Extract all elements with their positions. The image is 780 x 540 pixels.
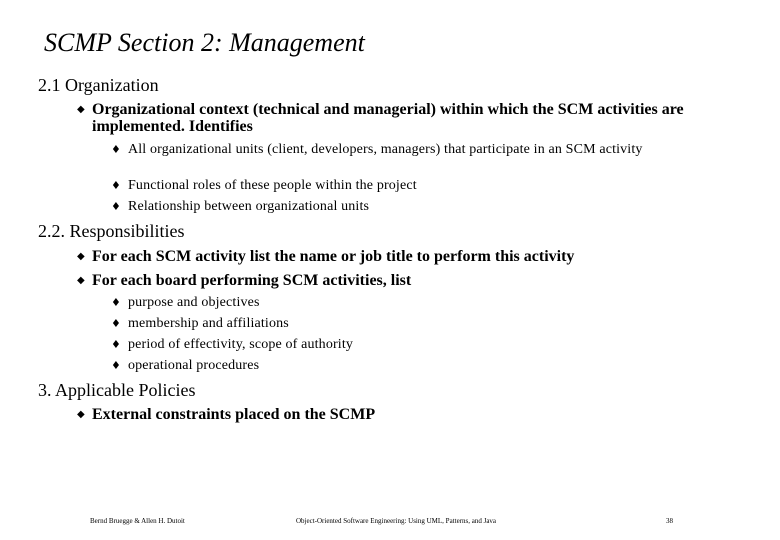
sub-bullet-item bbox=[111, 178, 728, 193]
sub-bullet-text: membership and affiliations bbox=[128, 316, 289, 331]
bullet-item bbox=[77, 272, 752, 289]
bullet-text: For each SCM activity list the name or job title to perform this activity bbox=[92, 248, 575, 265]
sub-bullet-text: period of effectivity, scope of authority bbox=[128, 337, 354, 352]
diamond-sub-bullet-icon: ♦ bbox=[111, 317, 122, 330]
bullet-text: For each board performing SCM activities, list bbox=[92, 272, 412, 289]
footer-authors: Bernd Bruegge & Allen H. Dutoit bbox=[90, 517, 185, 525]
sub-bullet-text: All organizational units (client, developers, managers) that participate in an SCM activity bbox=[128, 142, 643, 157]
sub-bullet-text: operational procedures bbox=[128, 358, 260, 373]
diamond-sub-bullet-icon: ♦ bbox=[111, 179, 122, 192]
section-heading-responsibilities: 2.2. Responsibilities bbox=[38, 221, 185, 241]
footer-page-number: 38 bbox=[666, 517, 673, 525]
bullet-text: Organizational context (technical and managerial) within which the SCM activities are implemented. Identifies bbox=[92, 101, 684, 135]
bullet-item bbox=[77, 406, 752, 423]
sub-bullet-item bbox=[111, 337, 728, 352]
sub-bullet-item bbox=[111, 295, 728, 310]
section-heading-policies: 3. Applicable Policies bbox=[38, 380, 196, 400]
diamond-sub-bullet-icon: ♦ bbox=[111, 296, 122, 309]
diamond-bullet-icon: ◆ bbox=[77, 251, 85, 262]
footer-book-title: Object-Oriented Software Engineering: Using UML, Patterns, and Java bbox=[296, 517, 497, 525]
bullet-item bbox=[77, 248, 752, 265]
diamond-sub-bullet-icon: ♦ bbox=[111, 143, 122, 156]
diamond-bullet-icon: ◆ bbox=[77, 104, 85, 115]
diamond-bullet-icon: ◆ bbox=[77, 275, 85, 286]
diamond-bullet-icon: ◆ bbox=[77, 409, 85, 420]
diamond-sub-bullet-icon: ♦ bbox=[111, 338, 122, 351]
page-title: SCMP Section 2: Management bbox=[44, 28, 365, 57]
diamond-sub-bullet-icon: ♦ bbox=[111, 200, 122, 213]
sub-bullet-item bbox=[111, 142, 728, 157]
bullet-text: External constraints placed on the SCMP bbox=[92, 406, 376, 423]
section-heading-organization: 2.1 Organization bbox=[38, 75, 159, 95]
sub-bullet-item bbox=[111, 199, 728, 214]
bullet-item bbox=[77, 101, 752, 135]
sub-bullet-text: purpose and objectives bbox=[128, 295, 260, 310]
diamond-sub-bullet-icon: ♦ bbox=[111, 359, 122, 372]
sub-bullet-item bbox=[111, 358, 728, 373]
sub-bullet-item bbox=[111, 316, 728, 331]
sub-bullet-text: Functional roles of these people within the project bbox=[128, 178, 417, 193]
sub-bullet-text: Relationship between organizational units bbox=[128, 199, 370, 214]
